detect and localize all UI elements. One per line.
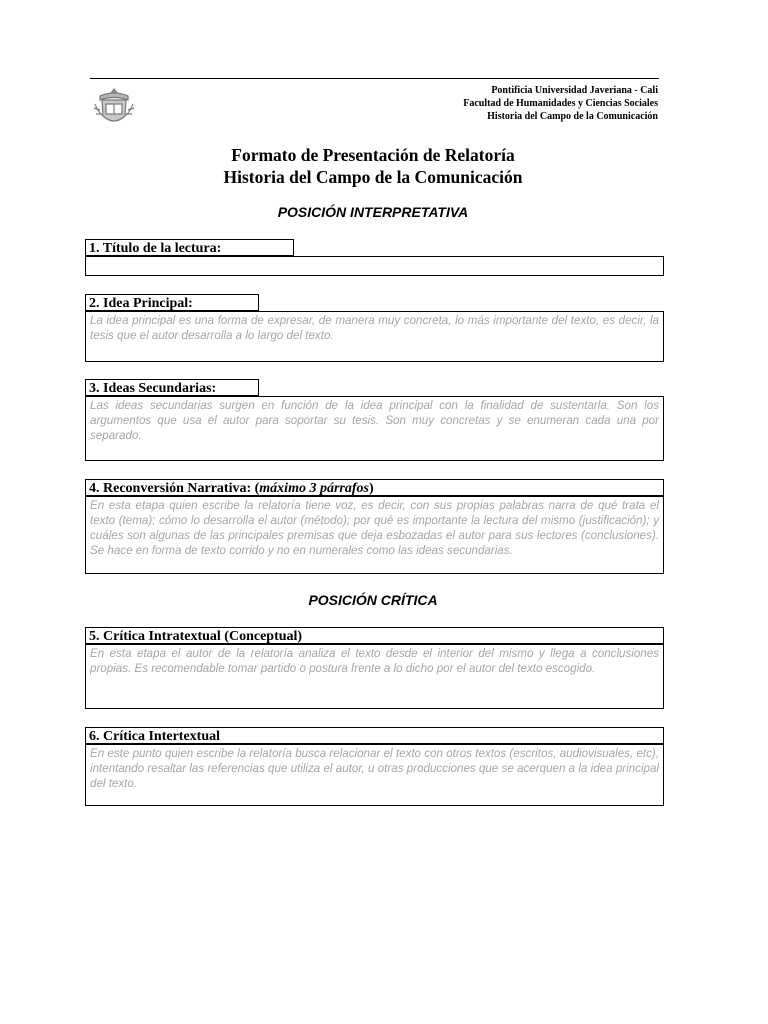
field-2-input[interactable]: La idea principal es una forma de expresar, de manera muy concreta, lo más importante del texto, es decir, la tesis que el autor desarrolla a lo largo del texto.	[85, 311, 664, 362]
document-title	[0, 144, 746, 188]
section-heading-interpretive: POSICIÓN INTERPRETATIVA	[277, 204, 469, 220]
title-line-2: Historia del Campo de la Comunicación	[223, 167, 523, 187]
university-name: Pontificia Universidad Javeriana - Cali	[491, 85, 658, 96]
field-3-label: 3. Ideas Secundarias:	[85, 379, 259, 396]
field-5-label: 5. Crítica Intratextual (Conceptual)	[85, 627, 664, 644]
field-6-label: 6. Crítica Intertextual	[85, 727, 664, 744]
header-rule	[90, 78, 659, 79]
field-4-label-text: 4. Reconversión Narrativa: (	[89, 481, 260, 496]
field-4-label	[85, 479, 664, 496]
faculty-name: Facultad de Humanidades y Ciencias Sociales	[463, 98, 658, 109]
title-line-1: Formato de Presentación de Relatoría	[231, 145, 515, 165]
field-2-label: 2. Idea Principal:	[85, 294, 259, 311]
field-3-input[interactable]: Las ideas secundarias surgen en función de la idea principal con la finalidad de sustentarla. Son los argumentos que usa el autor para soportar su tesis. Son muy concretas y se enumeran cada una por separado.	[85, 396, 664, 461]
field-4-input[interactable]: En esta etapa quien escribe la relatoría tiene voz, es decir, con sus propias palabras narra de qué trata el texto (tema); cómo lo desarrolla el autor (método); por qué es importante la lectura del mismo (justificación); y cuáles son algunas de las principales premisas que deja esbozadas el autor para sus lectores (conclusiones). Se hace en forma de texto corrido y no en numerales como las ideas secundarias.	[85, 496, 664, 574]
university-crest-icon	[92, 86, 136, 128]
course-name: Historia del Campo de la Comunicación	[487, 111, 658, 122]
institution-header	[463, 84, 658, 123]
field-4-label-note: máximo 3 párrafos	[259, 481, 369, 496]
field-5-input[interactable]: En esta etapa el autor de la relatoría analiza el texto desde el interior del mismo y llega a conclusiones propias. Es recomendable tomar partido o postura frente a lo dicho por el autor del texto escogido.	[85, 644, 664, 709]
field-4-label-close: )	[368, 481, 374, 496]
section-heading-critical: POSICIÓN CRÍTICA	[308, 592, 438, 608]
field-6-input[interactable]: En este punto quien escribe la relatoría busca relacionar el texto con otros textos (escritos, audiovisuales, etc), intentando resaltar las referencias que utiliza el autor, u otras producciones que se acerquen a la idea principal del texto.	[85, 744, 664, 806]
field-1-input[interactable]	[85, 256, 664, 276]
field-1-label: 1. Título de la lectura:	[85, 239, 294, 256]
